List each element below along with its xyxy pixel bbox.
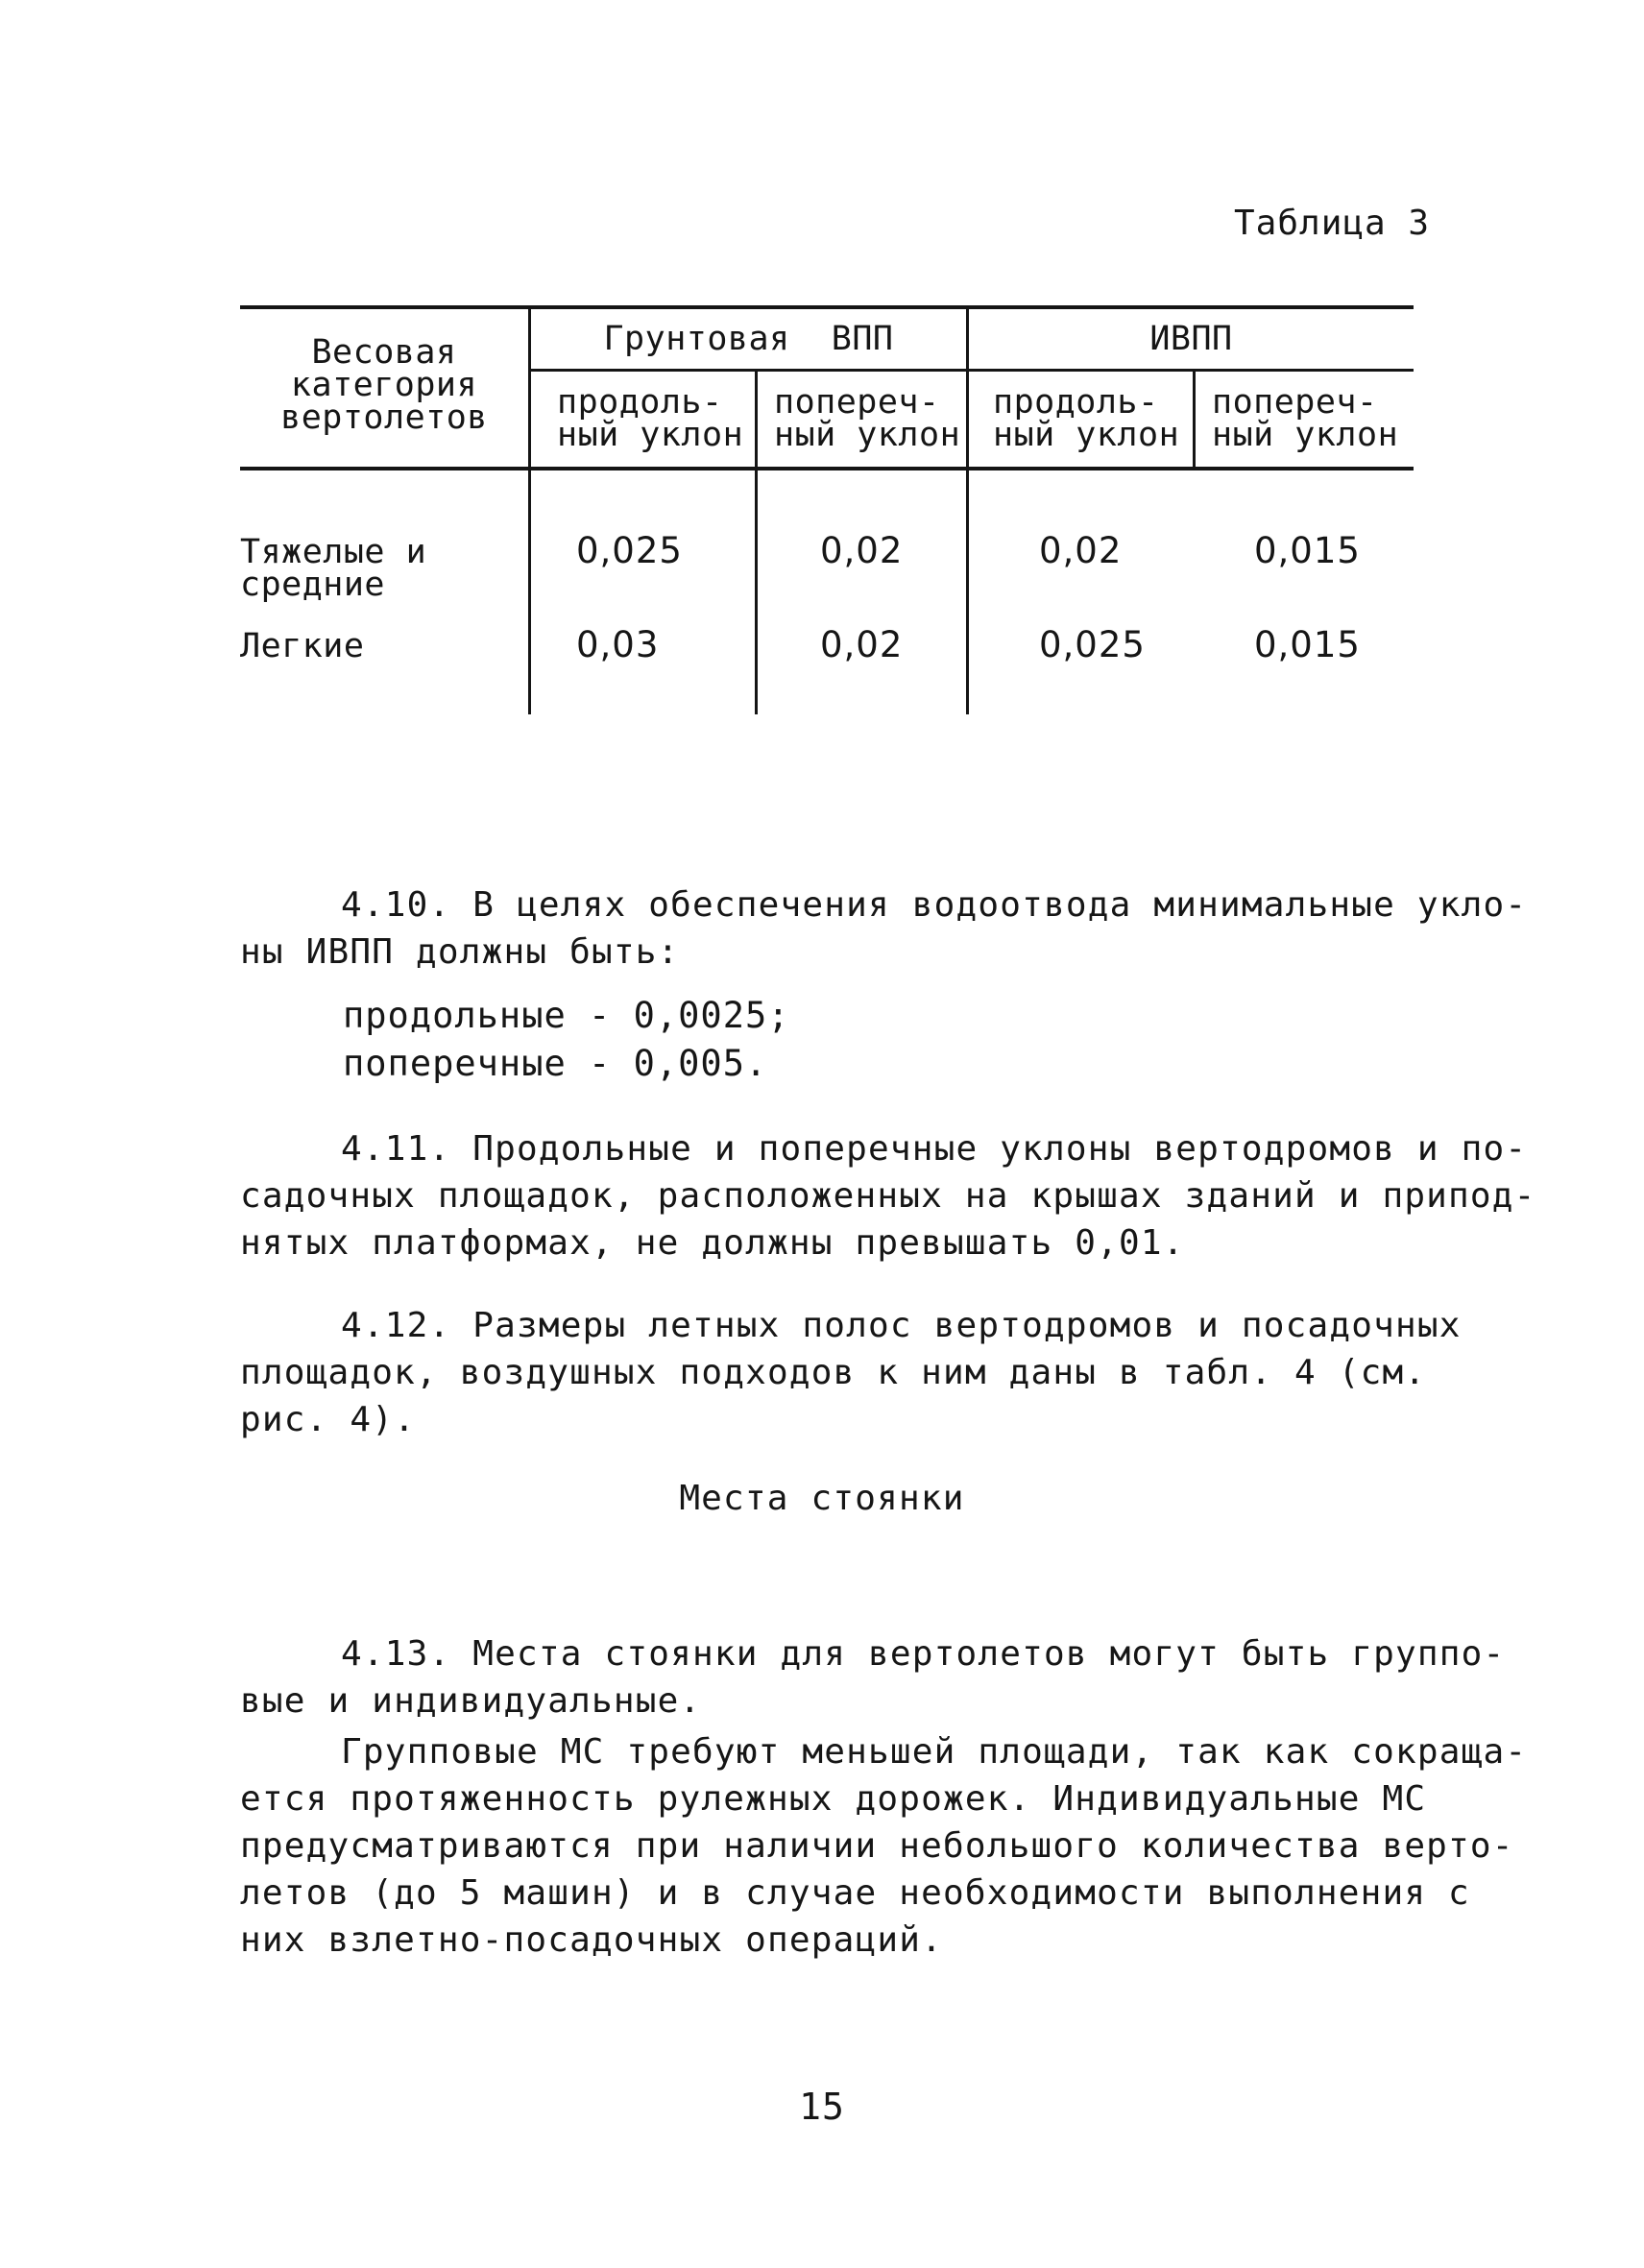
header-group-ground-runway: Грунтовая ВПП <box>603 320 894 358</box>
row2-value-1: 0,03 <box>576 624 660 665</box>
paragraph-4-13-continuation: Групповые МС требуют меньшей площади, так как сокраща- ется протяженность рулежных дорожек. Индивидуальные МС предусматриваются при наличии небольшого количества верто- летов (до 5 машин) и в случае необходимости выполнения с них взлетно-посадочных операций. <box>240 1732 1528 1960</box>
paragraph-4-11: 4.11. Продольные и поперечные уклоны вертодромов и по- садочных площадок, расположенных на крышах зданий и припод- нятых платформах, не должны превышать 0,01. <box>240 1129 1536 1263</box>
row2-value-4: 0,015 <box>1254 624 1361 665</box>
table-group-rule <box>530 369 1414 372</box>
table-vrule-1 <box>528 307 531 714</box>
table-vrule-4 <box>1193 371 1196 470</box>
list-item-transverse: поперечные - 0,005. <box>343 1043 768 1084</box>
paragraph-4-13: 4.13. Места стоянки для вертолетов могут быть группо- вые и индивидуальные. <box>240 1634 1506 1721</box>
header-group-artificial-runway: ИВПП <box>1149 320 1233 358</box>
section-heading: Места стоянки <box>679 1479 965 1518</box>
row1-value-2: 0,02 <box>820 530 904 571</box>
row1-value-4: 0,015 <box>1254 530 1361 571</box>
list-item-longitudinal: продольные - 0,0025; <box>343 995 790 1036</box>
paragraph-4-10: 4.10. В целях обеспечения водоотвода минимальные укло- ны ИВПП должны быть: <box>240 885 1528 972</box>
row2-value-2: 0,02 <box>820 624 904 665</box>
header-sub-3: продоль- ный уклон <box>993 383 1180 454</box>
row1-value-3: 0,02 <box>1039 530 1123 571</box>
table-vrule-3 <box>966 307 969 714</box>
page-number: 15 <box>799 2086 845 2128</box>
header-sub-2: попереч- ный уклон <box>774 383 961 454</box>
table-caption: Таблица 3 <box>1234 204 1431 243</box>
row-label-light: Легкие <box>240 627 365 665</box>
paragraph-4-12: 4.12. Размеры летных полос вертодромов и посадочных площадок, воздушных подходов к ним даны в табл. 4 (см. рис. 4). <box>240 1306 1462 1439</box>
table-vrule-2 <box>755 371 758 714</box>
table-header-bottom-rule <box>240 467 1414 470</box>
row1-value-1: 0,025 <box>576 530 683 571</box>
row-label-heavy: Тяжелые и средние <box>240 533 427 604</box>
header-sub-1: продоль- ный уклон <box>557 383 744 454</box>
table-top-rule <box>240 305 1414 309</box>
row2-value-3: 0,025 <box>1039 624 1146 665</box>
header-sub-4: попереч- ный уклон <box>1212 383 1399 454</box>
header-category: Весовая категория вертолетов <box>280 333 488 437</box>
